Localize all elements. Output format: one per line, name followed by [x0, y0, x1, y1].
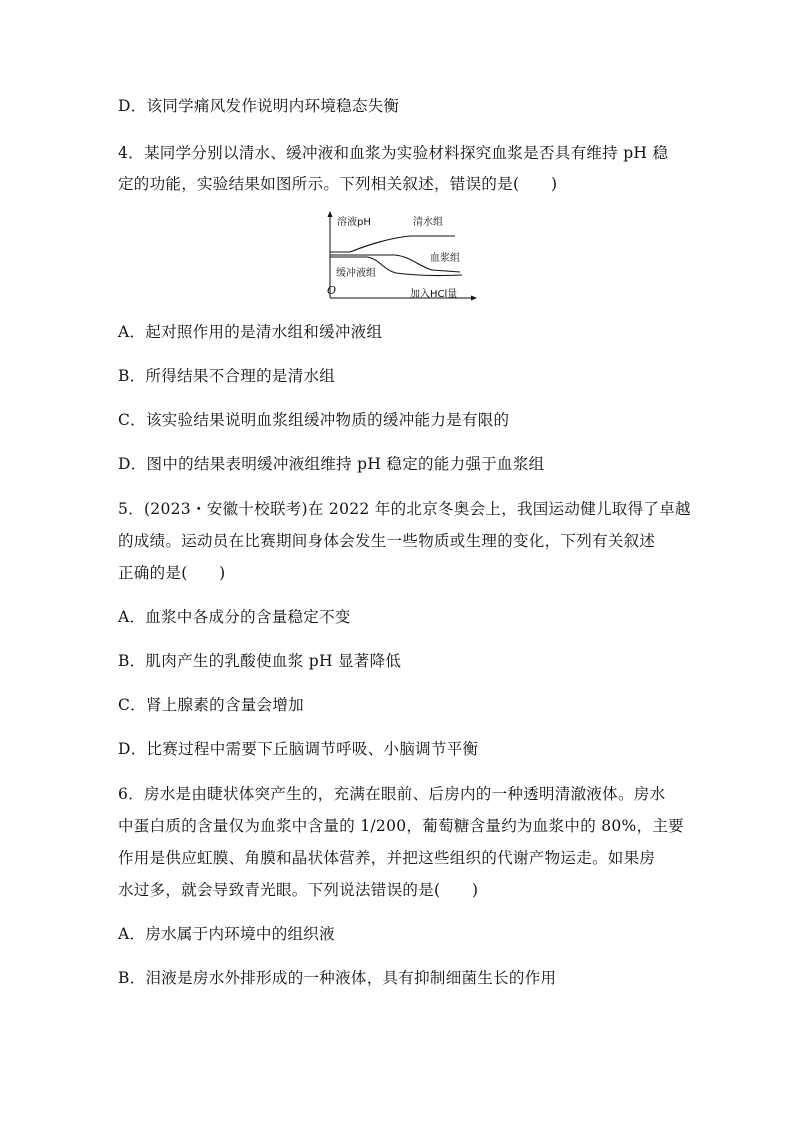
line-12: B．肌肉产生的乳酸使血浆 pH 显著降低: [118, 652, 402, 670]
curve-water: [330, 236, 455, 252]
line-20: B．泪液是房水外排形成的一种液体，具有抑制细菌生长的作用: [118, 969, 557, 987]
line-11: A．血浆中各成分的含量稳定不变: [118, 608, 351, 626]
x-axis-label: 加入HCl量: [410, 289, 458, 300]
line-4: A．起对照作用的是清水组和缓冲液组: [118, 323, 383, 341]
line-7: D．图中的结果表明缓冲液组维持 pH 稳定的能力强于血浆组: [118, 455, 545, 473]
x-axis-arrow: [471, 296, 477, 301]
line-1: D．该同学痛风发作说明内环境稳态失衡: [118, 97, 400, 115]
label-plasma: 血浆组: [430, 253, 460, 264]
line-3: 定的功能，实验结果如图所示。下列相关叙述，错误的是( ): [118, 175, 558, 193]
line-5: B．所得结果不合理的是清水组: [118, 367, 336, 385]
line-14: D．比赛过程中需要下丘脑调节呼吸、小脑调节平衡: [118, 740, 479, 758]
line-15: 6．房水是由睫状体突产生的，充满在眼前、后房内的一种透明清澈液体。房水: [118, 785, 666, 803]
line-13: C．肾上腺素的含量会增加: [118, 696, 304, 714]
line-8: 5．(2023・安徽十校联考)在 2022 年的北京冬奥会上，我国运动健儿取得了卓越: [118, 500, 691, 518]
line-10: 正确的是( ): [118, 564, 226, 582]
line-6: C．该实验结果说明血浆组缓冲物质的缓冲能力是有限的: [118, 411, 510, 429]
line-16: 中蛋白质的含量仅为血浆中含量的 1/200，葡萄糖含量约为血浆中的 80%，主要: [118, 817, 684, 835]
line-9: 的成绩。运动员在比赛期间身体会发生一些物质或生理的变化，下列有关叙述: [118, 532, 656, 550]
line-18: 水过多，就会导致青光眼。下列说法错误的是( ): [118, 881, 479, 899]
ph-chart: [320, 210, 480, 305]
label-water: 清水组: [413, 217, 443, 228]
y-axis-label: 溶液pH: [337, 217, 371, 228]
y-axis-arrow: [328, 211, 333, 217]
line-2: 4．某同学分别以清水、缓冲液和血浆为实验材料探究血浆是否具有维持 pH 稳: [118, 144, 669, 162]
origin-label: O: [327, 284, 337, 297]
line-17: 作用是供应虹膜、角膜和晶状体营养，并把这些组织的代谢产物运走。如果房: [118, 849, 656, 867]
label-buffer: 缓冲液组: [336, 268, 376, 279]
ph-figure: [320, 210, 480, 305]
line-19: A．房水属于内环境中的组织液: [118, 925, 335, 943]
